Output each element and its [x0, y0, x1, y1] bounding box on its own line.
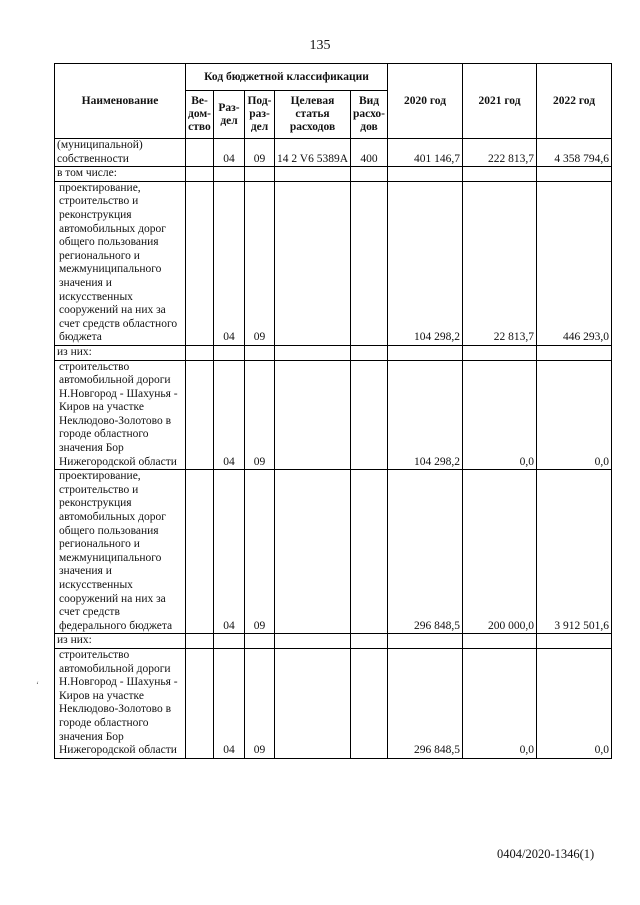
row-2021: 200 000,0 — [463, 470, 537, 634]
row-vedomstvo — [186, 634, 214, 649]
row-razdel — [214, 167, 245, 182]
row-razdel: 04 — [214, 470, 245, 634]
row-2020 — [388, 167, 463, 182]
row-podrazdel — [245, 345, 275, 360]
row-razdel: 04 — [214, 648, 245, 758]
row-razdel: 04 — [214, 360, 245, 470]
row-2022: 0,0 — [537, 360, 612, 470]
row-2022: 0,0 — [537, 648, 612, 758]
header-vedomstvo: Ве- дом- ство — [186, 91, 214, 139]
row-name: из них: — [55, 345, 186, 360]
row-vid — [351, 167, 388, 182]
row-2021: 222 813,7 — [463, 139, 537, 167]
row-target — [275, 648, 351, 758]
row-podrazdel: 09 — [245, 470, 275, 634]
row-2020: 296 848,5 — [388, 470, 463, 634]
row-vedomstvo — [186, 139, 214, 167]
header-name: Наименование — [55, 64, 186, 139]
scan-speck: ‘ — [36, 680, 39, 690]
row-podrazdel: 09 — [245, 360, 275, 470]
row-2020 — [388, 345, 463, 360]
row-2021: 22 813,7 — [463, 181, 537, 345]
row-razdel: 04 — [214, 139, 245, 167]
table-row — [55, 470, 612, 634]
row-vedomstvo — [186, 181, 214, 345]
row-vid — [351, 648, 388, 758]
row-2021: 0,0 — [463, 360, 537, 470]
row-name: проектирование, строительство и реконструкция автомобильных дорог общего пользования регионального и межмуниципального значения и искусственных сооружений на них за счет средств федерального бюджета — [55, 470, 186, 634]
table-row — [55, 167, 612, 182]
row-2021: 0,0 — [463, 648, 537, 758]
row-name: проектирование, строительство и реконструкция автомобильных дорог общего пользования регионального и межмуниципального значения и искусственных сооружений на них за счет средств областного бюджета — [55, 181, 186, 345]
row-vedomstvo — [186, 345, 214, 360]
row-name: из них: — [55, 634, 186, 649]
header-vid: Вид расхо- дов — [351, 91, 388, 139]
row-2022 — [537, 167, 612, 182]
row-2021 — [463, 634, 537, 649]
row-2020: 104 298,2 — [388, 181, 463, 345]
table-row — [55, 181, 612, 345]
header-2020: 2020 год — [388, 64, 463, 139]
row-vedomstvo — [186, 648, 214, 758]
row-2020: 401 146,7 — [388, 139, 463, 167]
row-name: в том числе: — [55, 167, 186, 182]
table-row — [55, 360, 612, 470]
row-name: строительство автомобильной дороги Н.Новгород - Шахунья - Киров на участке Неклюдово-Золотово в городе областного значения Бор Нижегородской области — [55, 648, 186, 758]
row-vid — [351, 181, 388, 345]
row-target — [275, 360, 351, 470]
table-row — [55, 634, 612, 649]
row-name: строительство автомобильной дороги Н.Новгород - Шахунья - Киров на участке Неклюдово-Золотово в городе областного значения Бор Нижегородской области — [55, 360, 186, 470]
row-vid — [351, 470, 388, 634]
header-code-group: Код бюджетной классификации — [186, 64, 388, 91]
row-2020: 104 298,2 — [388, 360, 463, 470]
row-2022: 4 358 794,6 — [537, 139, 612, 167]
table-row — [55, 345, 612, 360]
table-row — [55, 648, 612, 758]
table-row — [55, 139, 612, 167]
row-2022 — [537, 345, 612, 360]
row-target: 14 2 V6 5389A — [275, 139, 351, 167]
row-2022: 3 912 501,6 — [537, 470, 612, 634]
header-2022: 2022 год — [537, 64, 612, 139]
row-2022 — [537, 634, 612, 649]
row-podrazdel: 09 — [245, 139, 275, 167]
row-vedomstvo — [186, 470, 214, 634]
row-vid — [351, 360, 388, 470]
row-podrazdel — [245, 634, 275, 649]
row-vedomstvo — [186, 360, 214, 470]
row-target — [275, 181, 351, 345]
row-2022: 446 293,0 — [537, 181, 612, 345]
row-razdel — [214, 345, 245, 360]
budget-table — [54, 63, 612, 759]
row-name: (муниципальной) собственности — [55, 139, 186, 167]
row-target — [275, 634, 351, 649]
row-2021 — [463, 167, 537, 182]
row-podrazdel: 09 — [245, 181, 275, 345]
row-vid — [351, 634, 388, 649]
row-podrazdel: 09 — [245, 648, 275, 758]
row-2020 — [388, 634, 463, 649]
row-target — [275, 167, 351, 182]
page-number: 135 — [309, 38, 331, 53]
header-razdel: Раз- дел — [214, 91, 245, 139]
header-2021: 2021 год — [463, 64, 537, 139]
row-target — [275, 470, 351, 634]
row-razdel — [214, 634, 245, 649]
row-vid: 400 — [351, 139, 388, 167]
document-code: 0404/2020-1346(1) — [497, 847, 595, 861]
header-target: Целевая статья расходов — [275, 91, 351, 139]
row-target — [275, 345, 351, 360]
header-podrazdel: Под- раз- дел — [245, 91, 275, 139]
row-podrazdel — [245, 167, 275, 182]
row-2021 — [463, 345, 537, 360]
row-vedomstvo — [186, 167, 214, 182]
row-vid — [351, 345, 388, 360]
row-2020: 296 848,5 — [388, 648, 463, 758]
row-razdel: 04 — [214, 181, 245, 345]
